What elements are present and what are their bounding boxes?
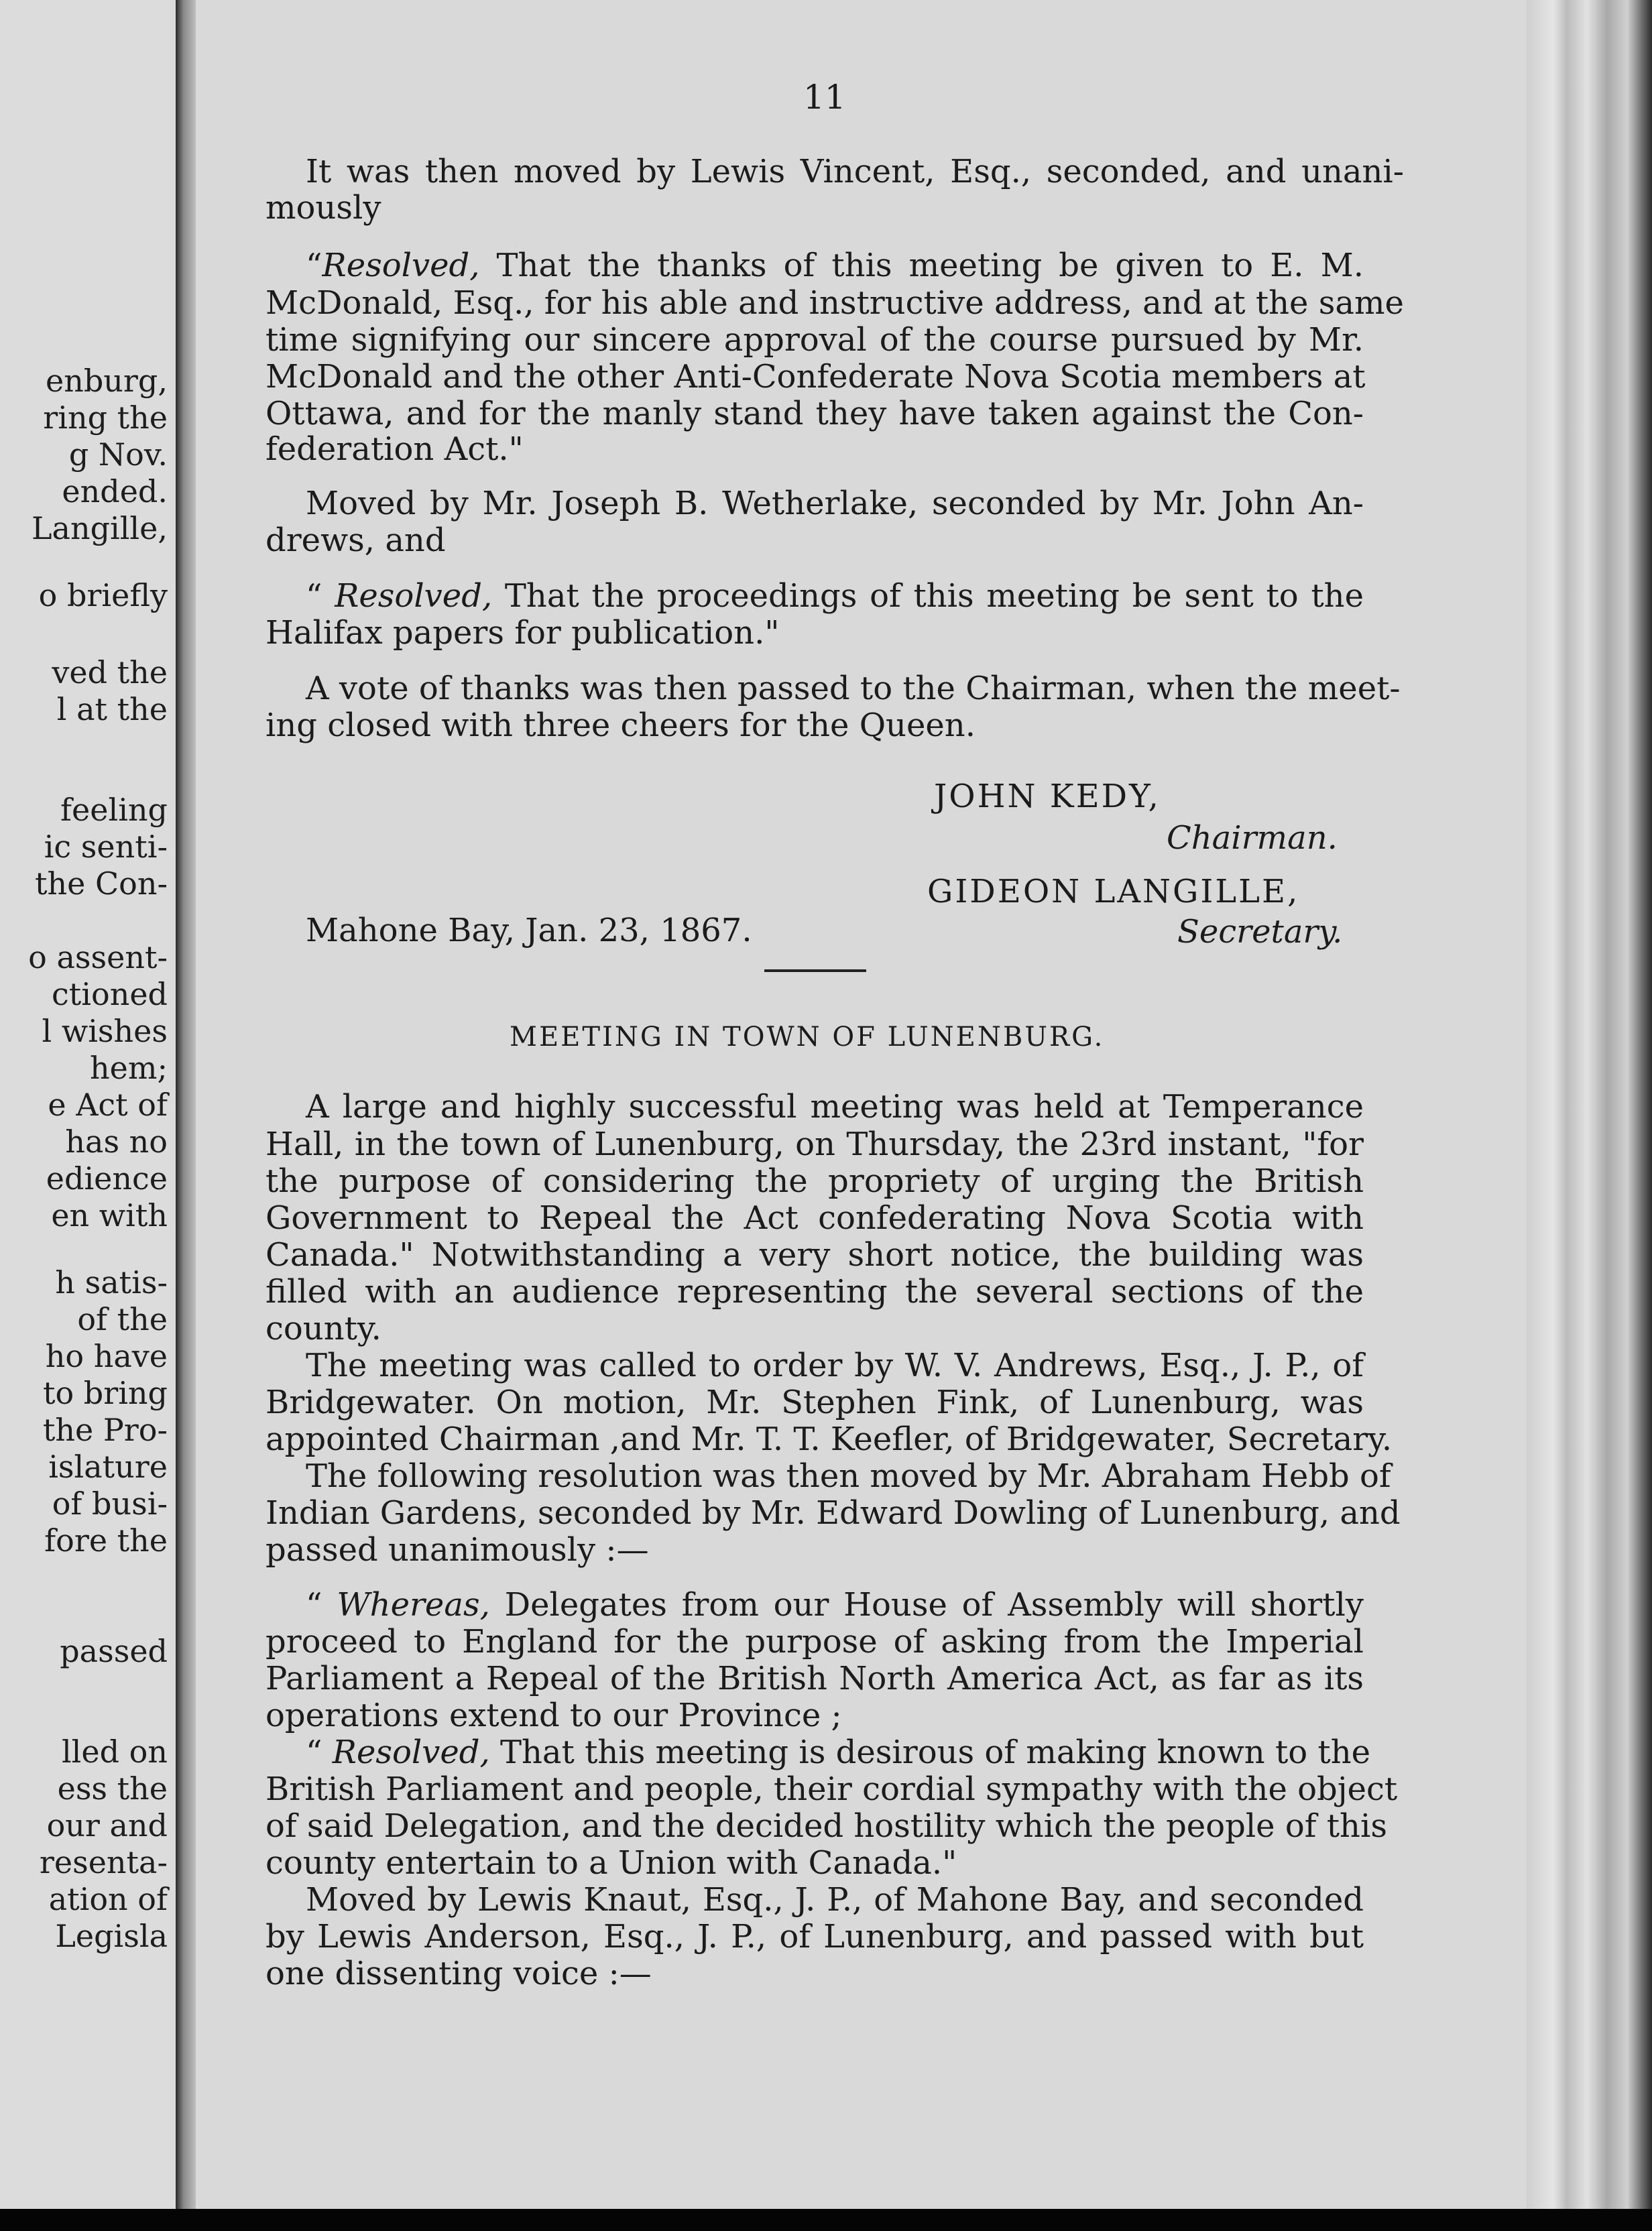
- body-line: Moved by Mr. Joseph B. Wetherlake, seconded by Mr. John An-: [306, 485, 1364, 522]
- left-page-line: of the: [77, 1301, 168, 1337]
- left-page-line: feeling: [60, 792, 168, 828]
- body-line: county.: [266, 1310, 381, 1347]
- body-line: one dissenting voice :—: [266, 1955, 652, 1992]
- body-line: Canada." Notwithstanding a very short notice, the building was: [266, 1236, 1364, 1274]
- body-line: the purpose of considering the propriety of urging the British: [266, 1162, 1364, 1200]
- left-page-line: ess the: [57, 1770, 168, 1807]
- left-page-line: resenta-: [39, 1844, 168, 1880]
- left-page-line: ended.: [62, 473, 168, 509]
- page-edges: [1527, 0, 1652, 2231]
- left-page-line: the Pro-: [42, 1412, 168, 1448]
- body-line: county entertain to a Union with Canada.": [266, 1844, 957, 1882]
- chairman-name: JOHN KEDY,: [934, 778, 1161, 815]
- left-page-line: ved the: [52, 654, 168, 690]
- whereas-label: Whereas,: [337, 1586, 490, 1624]
- chairman-title: Chairman.: [1167, 819, 1338, 857]
- left-page-line: of busi-: [52, 1486, 168, 1522]
- left-page-line: edience: [46, 1160, 168, 1197]
- secretary-title: Secretary.: [1177, 913, 1343, 951]
- left-page-line: the Con-: [34, 865, 168, 902]
- body-line: proceed to England for the purpose of asking from the Imperial: [266, 1623, 1364, 1661]
- body-line: mously: [266, 189, 381, 227]
- resolution-line: “ Resolved, That the proceedings of this meeting be sent to the: [306, 577, 1364, 615]
- whereas-line: “ Whereas, Delegates from our House of Assembly will shortly: [306, 1586, 1364, 1624]
- body-line: Indian Gardens, seconded by Mr. Edward Dowling of Lunenburg, and: [266, 1494, 1401, 1532]
- left-page-line: l wishes: [42, 1013, 168, 1049]
- left-page-line: l at the: [56, 691, 168, 727]
- body-line: Government to Repeal the Act confederating Nova Scotia with: [266, 1199, 1364, 1237]
- left-page-line: en with: [51, 1197, 168, 1233]
- body-line: McDonald and the other Anti-Confederate Nova Scotia members at: [266, 358, 1366, 396]
- secretary-name: GIDEON LANGILLE,: [927, 873, 1300, 910]
- resolved-label: Resolved,: [332, 1734, 490, 1771]
- section-heading: MEETING IN TOWN OF LUNENBURG.: [510, 1022, 1105, 1052]
- body-line: Parliament a Repeal of the British North America Act, as far as its: [266, 1660, 1364, 1697]
- left-page-line: has no: [65, 1124, 168, 1160]
- body-line: ing closed with three cheers for the Queen.: [266, 707, 976, 744]
- left-page-line: enburg,: [46, 363, 168, 399]
- left-page-line: Legisla: [55, 1918, 168, 1954]
- body-line: The following resolution was then moved by Mr. Abraham Hebb of: [306, 1457, 1391, 1495]
- book-gutter: [176, 0, 196, 2209]
- body-line: passed unanimously :—: [266, 1531, 649, 1569]
- resolved-label: Resolved,: [335, 577, 493, 615]
- left-page-line: ho have: [45, 1338, 168, 1374]
- resolution-line: “ Resolved, That this meeting is desirous of making known to the: [306, 1734, 1371, 1771]
- left-page-line: ic senti-: [44, 829, 168, 865]
- left-page-line: to bring: [42, 1375, 168, 1411]
- body-line: of said Delegation, and the decided hostility which the people of this: [266, 1807, 1387, 1845]
- body-line: The meeting was called to order by W. V. Andrews, Esq., J. P., of: [306, 1347, 1364, 1384]
- left-page-line: passed: [60, 1633, 168, 1669]
- section-divider: [764, 969, 866, 972]
- body-line: Moved by Lewis Knaut, Esq., J. P., of Mahone Bay, and seconded: [306, 1881, 1364, 1919]
- resolved-label: Resolved,: [322, 247, 480, 284]
- body-line: filled with an audience representing the several sections of the: [266, 1273, 1364, 1311]
- left-page-line: islature: [48, 1449, 168, 1485]
- left-page-line: h satis-: [55, 1264, 168, 1301]
- left-page-line: ation of: [48, 1881, 168, 1917]
- body-line: federation Act.": [266, 430, 524, 468]
- left-page-line: hem;: [90, 1050, 168, 1086]
- dateline: Mahone Bay, Jan. 23, 1867.: [306, 912, 752, 949]
- body-line: drews, and: [266, 522, 446, 559]
- body-line: British Parliament and people, their cordial sympathy with the object: [266, 1770, 1398, 1808]
- left-page-line: e Act of: [48, 1087, 168, 1123]
- resolution-line: “Resolved, That the thanks of this meeting be given to E. M.: [306, 247, 1364, 284]
- body-line: by Lewis Anderson, Esq., J. P., of Lunenburg, and passed with but: [266, 1918, 1364, 1955]
- scan-border: [0, 2209, 1652, 2231]
- body-line: time signifying our sincere approval of the course pursued by Mr.: [266, 321, 1364, 359]
- left-page-line: o assent-: [28, 939, 168, 975]
- body-line: A large and highly successful meeting was held at Temperance: [306, 1088, 1364, 1126]
- left-page-line: fore the: [44, 1522, 168, 1559]
- body-line: Ottawa, and for the manly stand they have taken against the Con-: [266, 395, 1364, 432]
- body-line: Hall, in the town of Lunenburg, on Thursday, the 23rd instant, "for: [266, 1126, 1364, 1163]
- left-page-line: lled on: [61, 1734, 168, 1770]
- left-page-fragment: [0, 0, 176, 2209]
- body-line: A vote of thanks was then passed to the Chairman, when the meet-: [306, 670, 1401, 707]
- left-page-line: Langille,: [31, 510, 168, 546]
- left-page-line: o briefly: [38, 577, 168, 613]
- body-line: appointed Chairman ,and Mr. T. T. Keefler, of Bridgewater, Secretary.: [266, 1421, 1393, 1458]
- left-page-line: our and: [46, 1807, 168, 1844]
- left-page-line: g Nov.: [68, 436, 168, 473]
- left-page-line: ring the: [43, 400, 168, 436]
- left-page-line: ctioned: [52, 976, 168, 1012]
- body-line: It was then moved by Lewis Vincent, Esq., seconded, and unani-: [306, 153, 1404, 190]
- body-line: Bridgewater. On motion, Mr. Stephen Fink, of Lunenburg, was: [266, 1384, 1364, 1421]
- body-line: McDonald, Esq., for his able and instructive address, and at the same: [266, 284, 1404, 322]
- body-line: operations extend to our Province ;: [266, 1697, 842, 1734]
- page-number: 11: [803, 78, 846, 117]
- body-line: Halifax papers for publication.": [266, 614, 780, 652]
